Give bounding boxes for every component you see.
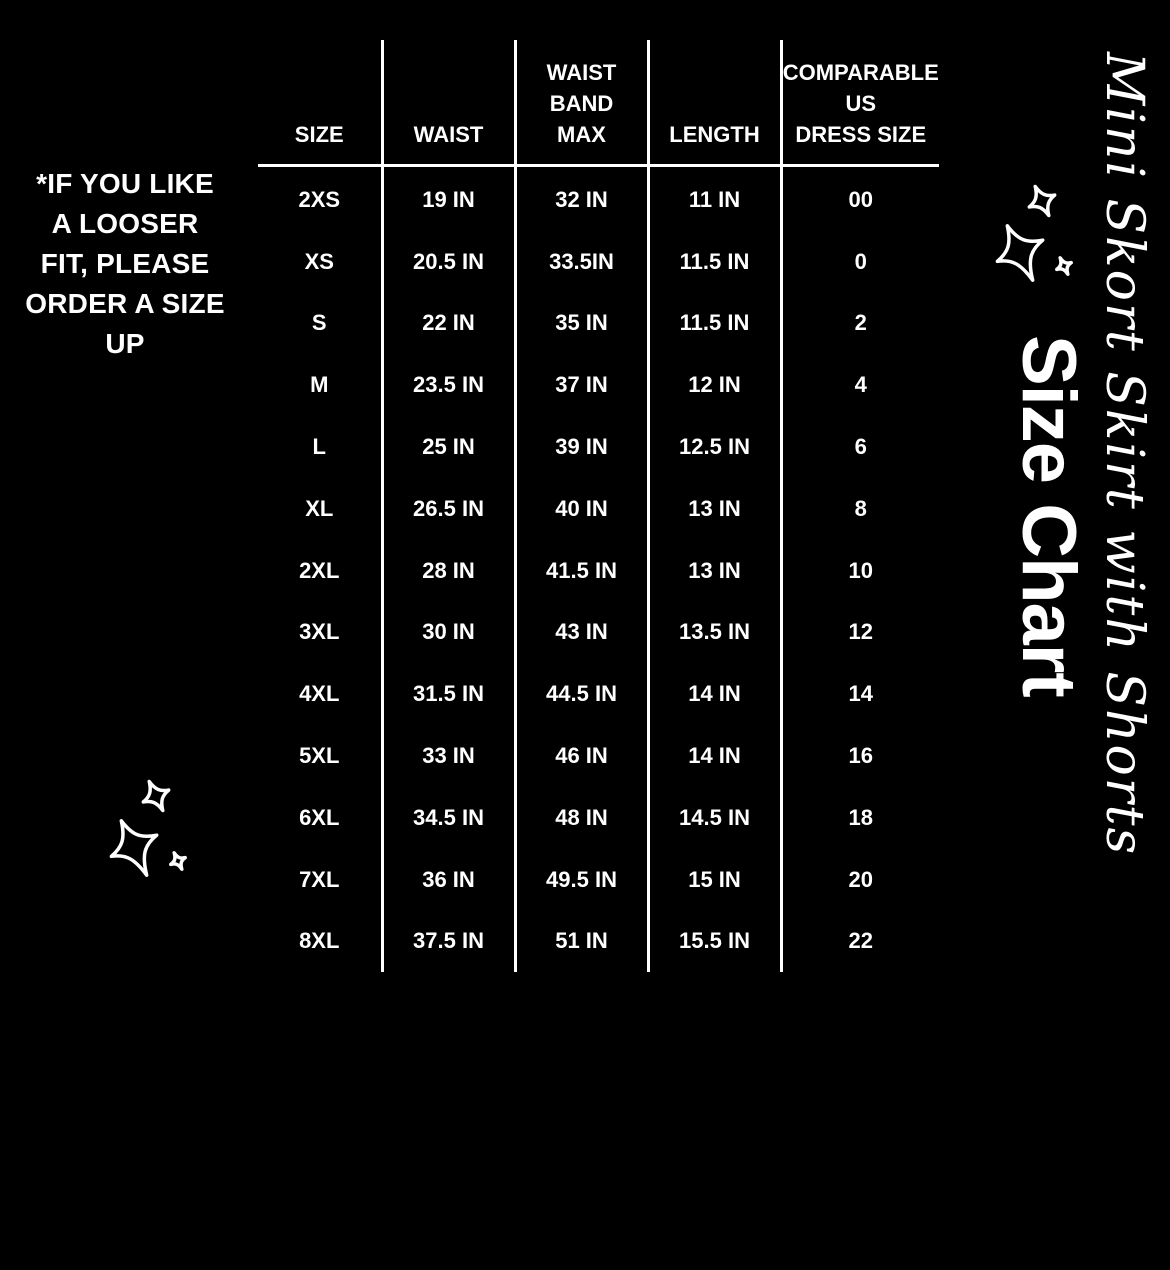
- cell-waist-band-max: 32 IN: [515, 166, 648, 231]
- cell-size: 2XS: [298, 186, 341, 212]
- table-header-row: [258, 40, 939, 166]
- table-body: [258, 166, 939, 973]
- page-title: Size Chart: [1006, 335, 1091, 697]
- cell-waist: 19 IN: [382, 166, 515, 231]
- cell-us-dress-size: 4: [781, 354, 939, 416]
- table-row: [258, 166, 939, 231]
- cell-length: 15 IN: [648, 849, 781, 911]
- table-row: [258, 354, 939, 416]
- cell-length: 12.5 IN: [648, 416, 781, 478]
- header-waist-band-max: WAIST BAND MAX: [515, 40, 648, 166]
- cell-waist-band-max: 39 IN: [515, 416, 648, 478]
- cell-waist: 31.5 IN: [382, 663, 515, 725]
- cell-us-dress-size: 6: [781, 416, 939, 478]
- cell-waist: 30 IN: [382, 602, 515, 664]
- note-line: *IF YOU LIKE: [36, 168, 214, 199]
- cell-size: 6XL: [299, 804, 340, 830]
- cell-waist-band-max: 41.5 IN: [515, 540, 648, 602]
- product-subtitle: Mini Skort Skirt with Shorts: [1094, 52, 1154, 857]
- cell-length: 13.5 IN: [648, 602, 781, 664]
- cell-us-dress-size: 00: [781, 166, 939, 231]
- cell-waist: 28 IN: [382, 540, 515, 602]
- table-row: [258, 602, 939, 664]
- cell-waist: 33 IN: [382, 725, 515, 787]
- cell-waist: 26.5 IN: [382, 478, 515, 540]
- sparkles-icon: [104, 770, 194, 890]
- cell-waist: 34.5 IN: [382, 787, 515, 849]
- cell-size: 4XL: [299, 681, 340, 707]
- header-waist: WAIST: [382, 40, 515, 166]
- sparkles-icon: [990, 175, 1080, 295]
- note-line: A LOOSER: [51, 208, 199, 239]
- cell-waist-band-max: 35 IN: [515, 293, 648, 355]
- note-line: UP: [105, 328, 145, 359]
- cell-waist-band-max: 46 IN: [515, 725, 648, 787]
- cell-waist-band-max: 33.5IN: [515, 231, 648, 293]
- cell-waist-band-max: 51 IN: [515, 911, 648, 973]
- cell-waist-band-max: 49.5 IN: [515, 849, 648, 911]
- cell-us-dress-size: 22: [781, 911, 939, 973]
- cell-size: 5XL: [299, 743, 340, 769]
- cell-length: 13 IN: [648, 540, 781, 602]
- cell-us-dress-size: 10: [781, 540, 939, 602]
- cell-length: 11.5 IN: [648, 231, 781, 293]
- cell-size: 8XL: [299, 928, 340, 954]
- cell-waist: 20.5 IN: [382, 231, 515, 293]
- cell-length: 14 IN: [648, 725, 781, 787]
- cell-waist: 22 IN: [382, 293, 515, 355]
- table-row: [258, 540, 939, 602]
- cell-size: M: [310, 372, 329, 398]
- cell-waist-band-max: 40 IN: [515, 478, 648, 540]
- table-row: [258, 663, 939, 725]
- cell-size: 7XL: [299, 866, 340, 892]
- cell-size: 3XL: [299, 619, 340, 645]
- cell-length: 14 IN: [648, 663, 781, 725]
- table-row: [258, 849, 939, 911]
- cell-length: 11.5 IN: [648, 293, 781, 355]
- cell-us-dress-size: 2: [781, 293, 939, 355]
- cell-length: 14.5 IN: [648, 787, 781, 849]
- table-row: [258, 231, 939, 293]
- loose-fit-note: [20, 164, 230, 364]
- cell-waist: 25 IN: [382, 416, 515, 478]
- table-row: [258, 293, 939, 355]
- cell-waist: 36 IN: [382, 849, 515, 911]
- cell-size: S: [311, 310, 327, 336]
- cell-us-dress-size: 0: [781, 231, 939, 293]
- cell-us-dress-size: 16: [781, 725, 939, 787]
- note-line: ORDER A SIZE: [25, 288, 225, 319]
- cell-waist-band-max: 48 IN: [515, 787, 648, 849]
- cell-us-dress-size: 12: [781, 602, 939, 664]
- table-row: [258, 787, 939, 849]
- cell-us-dress-size: 8: [781, 478, 939, 540]
- header-us-dress-size: COMPARABLE US DRESS SIZE: [781, 40, 939, 166]
- table-row: [258, 478, 939, 540]
- table-row: [258, 725, 939, 787]
- header-length: LENGTH: [648, 40, 781, 166]
- cell-waist: 23.5 IN: [382, 354, 515, 416]
- table-row: [258, 416, 939, 478]
- cell-length: 15.5 IN: [648, 911, 781, 973]
- cell-size: XS: [304, 248, 334, 274]
- cell-waist: 37.5 IN: [382, 911, 515, 973]
- table-row: [258, 911, 939, 973]
- cell-waist-band-max: 37 IN: [515, 354, 648, 416]
- cell-waist-band-max: 43 IN: [515, 602, 648, 664]
- cell-us-dress-size: 18: [781, 787, 939, 849]
- cell-size: XL: [305, 495, 334, 521]
- cell-length: 11 IN: [648, 166, 781, 231]
- cell-us-dress-size: 20: [781, 849, 939, 911]
- note-line: FIT, PLEASE: [40, 248, 210, 279]
- cell-waist-band-max: 44.5 IN: [515, 663, 648, 725]
- header-size: SIZE: [258, 40, 382, 166]
- cell-length: 13 IN: [648, 478, 781, 540]
- cell-size: L: [312, 434, 326, 460]
- size-chart-table: [258, 40, 939, 972]
- cell-length: 12 IN: [648, 354, 781, 416]
- cell-us-dress-size: 14: [781, 663, 939, 725]
- cell-size: 2XL: [299, 557, 340, 583]
